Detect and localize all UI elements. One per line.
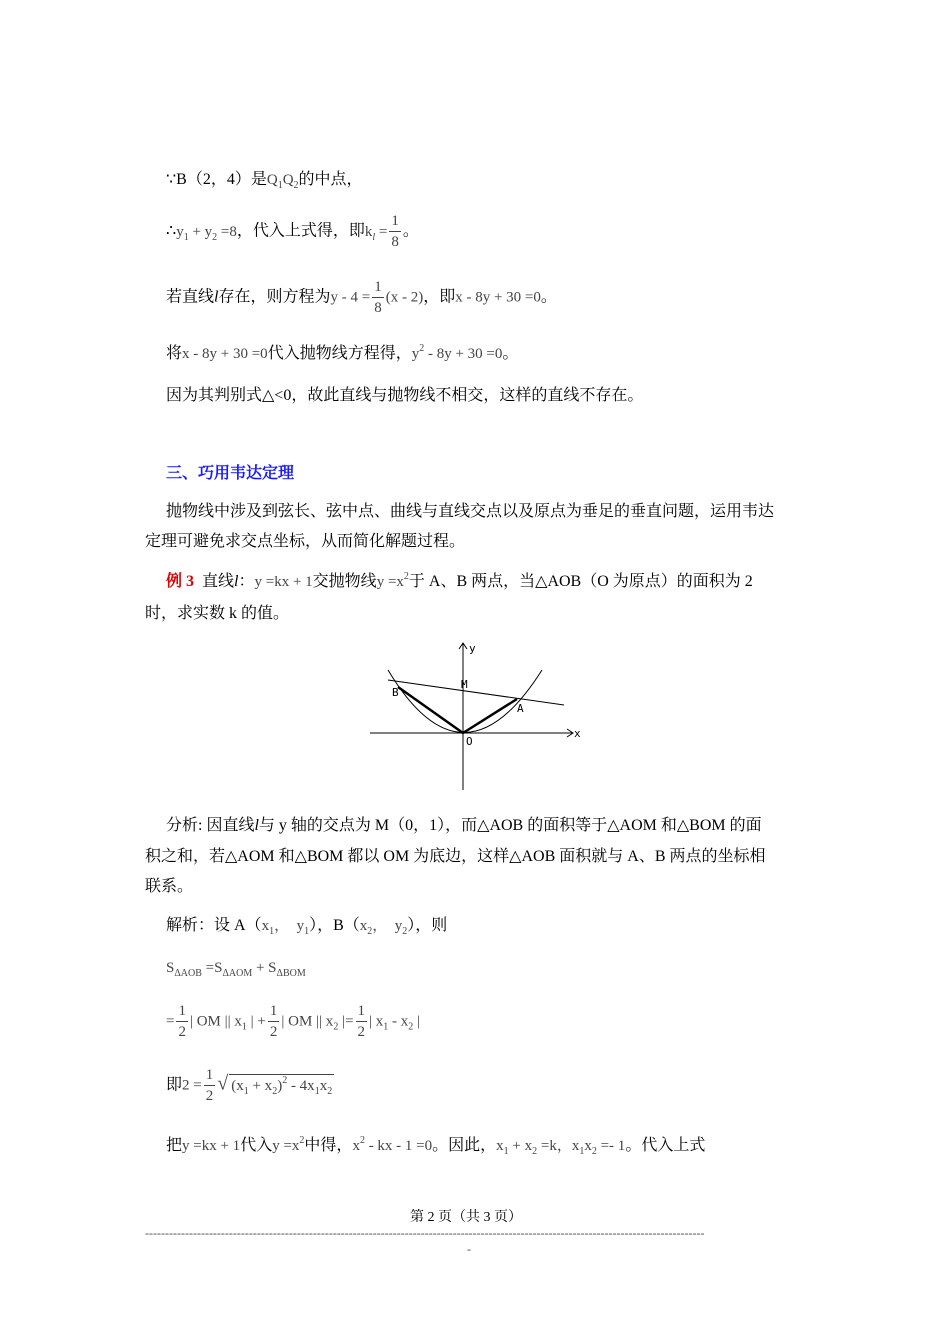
- text: ：: [238, 573, 255, 590]
- var-l: l: [254, 817, 259, 834]
- page-number: 第 2 页（共 3 页）: [410, 1210, 522, 1225]
- text: 。: [540, 288, 557, 306]
- text: 解析：设 A（: [166, 917, 262, 934]
- example-3-line-2: 时，求实数 k 的值。: [145, 605, 290, 622]
- parabola-figure: [366, 640, 586, 792]
- text: 。因此，: [432, 1137, 497, 1154]
- footer-separator: --------------------------------------------------------------------------------------------------------------------------------------------: [145, 1226, 705, 1240]
- formula: 2 =: [182, 1077, 202, 1094]
- o-label: O: [466, 735, 473, 748]
- footer-dash: -: [467, 1242, 471, 1256]
- x-label: x: [574, 727, 581, 740]
- formula: $x_1$， $y_1$: [261, 918, 310, 937]
- therefore-symbol: ∴: [166, 222, 177, 240]
- formula: $x^2$ - kx - 1 =0: [352, 1135, 433, 1154]
- text: ∵B（2，4）是: [166, 171, 267, 188]
- text: 与 y 轴的交点为 M（0，1），而△AOB 的面积等于△AOM 和△BOM 的面: [258, 817, 762, 834]
- text: 将: [166, 345, 183, 362]
- formula-k: $k_l$ =: [364, 223, 388, 243]
- text: 代入抛物线方程得，: [267, 345, 412, 362]
- text: ，代入上式得，即: [236, 222, 365, 240]
- segment-oa: [463, 699, 517, 733]
- vieta-line: [166, 1132, 705, 1157]
- example-3-line-1: [166, 568, 753, 591]
- text: 交抛物线: [312, 573, 377, 590]
- segment-ob: [398, 687, 463, 733]
- formula: $x_2$， $y_2$: [359, 918, 408, 937]
- line-k-value: [166, 214, 419, 250]
- formula: $y =x^2$: [272, 1135, 305, 1154]
- formula: y =kx + 1: [254, 574, 313, 590]
- text: 分析: 因直线: [166, 817, 255, 834]
- text: 直线: [202, 573, 235, 590]
- section-heading: 三、巧用韦达定理: [166, 465, 295, 482]
- a-label: A: [517, 702, 524, 715]
- text: 存在，则方程为: [218, 288, 331, 306]
- paragraph-line-1: 抛物线中涉及到弦长、弦中点、曲线与直线交点以及原点为垂足的垂直问题，运用韦达: [166, 503, 775, 520]
- analysis-line-1: [166, 812, 762, 835]
- sqrt-equation: [166, 1068, 334, 1104]
- text: 代入: [240, 1137, 273, 1154]
- analysis-line-2: 积之和，若△AOM 和△BOM 都以 OM 为底边，这样△AOB 面积就与 A、B 两点的坐标相: [145, 848, 766, 865]
- area-expansion: = $\frac{1}{2}$ | OM || $x_1$ | + $\frac{1}{2}$ | OM || $x_2$ |= $\frac{1}{2}$ | $x_1 - x_2$ |: [166, 1003, 421, 1040]
- sqrt-content: $(x_1 + x_2)^2 - 4x_1x_2$: [231, 1074, 333, 1097]
- formula: $y =x^2$: [376, 571, 409, 590]
- line-line-equation: [166, 280, 557, 316]
- text: 把: [166, 1137, 183, 1154]
- text: 中得，: [304, 1137, 353, 1154]
- fraction: $\frac{1}{8}$: [391, 213, 399, 250]
- m-label: M: [461, 678, 468, 691]
- formula: $Q_1Q_2$: [266, 172, 299, 191]
- text: 若直线: [166, 288, 215, 306]
- text: 于 A、B 两点，当△AOB（O 为原点）的面积为 2: [408, 573, 753, 590]
- analysis-line-3: 联系。: [145, 878, 194, 895]
- var-l: l: [234, 573, 239, 590]
- area-equation: $S_{\Delta AOB} =S_{\Delta AOM} + S_{\Delta BOM}$: [166, 960, 306, 979]
- b-label: B: [392, 686, 399, 699]
- line-substitute: [166, 340, 518, 363]
- line-discriminant: 因为其判别式△<0，故此直线与抛物线不相交，这样的直线不存在。: [166, 387, 644, 404]
- formula: $y_1 + y_2 =8$: [176, 223, 237, 243]
- text: 的中点，: [298, 171, 363, 188]
- formula: $x_1 + x_2 =k$，$x_1x_2 =- 1$: [496, 1138, 626, 1157]
- sqrt-sign: √: [217, 1072, 229, 1095]
- var-l: l: [214, 288, 219, 306]
- text: 即: [166, 1076, 183, 1094]
- formula: x - 8y + 30 =0: [455, 289, 541, 306]
- text: 。: [502, 345, 519, 362]
- y-label: y: [469, 642, 476, 655]
- text: 。代入上式: [625, 1137, 706, 1154]
- example-label: 例 3: [166, 573, 195, 590]
- line-midpoint: [166, 166, 363, 191]
- fraction: $\frac{1}{2}$: [205, 1067, 214, 1104]
- fraction: $\frac{1}{8}$: [374, 279, 382, 316]
- text: ），则: [407, 917, 448, 934]
- formula: x - 8y + 30 =0: [182, 346, 268, 362]
- line-l: [388, 680, 564, 705]
- text: ），B（: [309, 917, 360, 934]
- text: ，即: [423, 288, 456, 306]
- formula: y =kx + 1: [182, 1138, 241, 1154]
- formula: (x - 2): [385, 289, 424, 306]
- formula: $y^2 - 8y + 30 =0$: [411, 343, 503, 362]
- paragraph-line-2: 定理可避免求交点坐标，从而简化解题过程。: [145, 533, 466, 550]
- text: 。: [402, 222, 419, 240]
- formula: y - 4 =: [330, 289, 371, 306]
- solution-line: [166, 912, 447, 937]
